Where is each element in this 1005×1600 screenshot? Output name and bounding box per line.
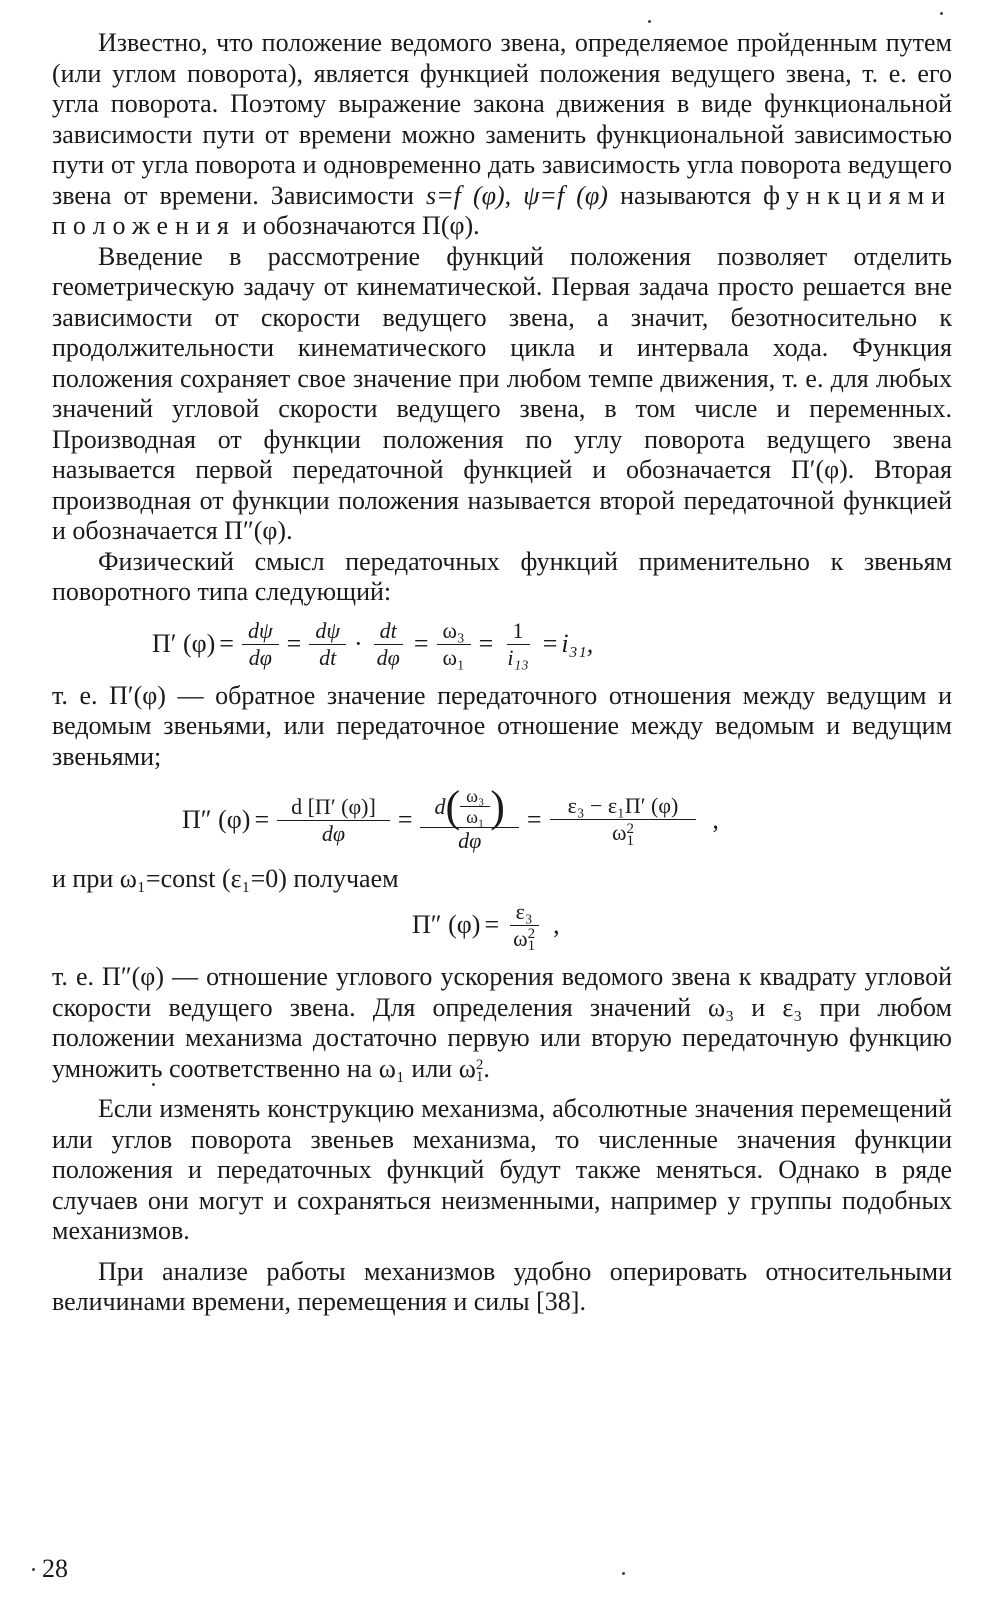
paragraph-7: Если изменять конструкцию механизма, абсолютные значения перемещений или углов поворота звеньев механизма, то численные значения функции положения и передаточных функций будут также меняться. Однако в ряде случаев они могут и сохраняться неизменными, например у группы подобных механизмов. [52, 1094, 952, 1246]
formula2-f1-num: d [П′ (φ)] [277, 794, 390, 821]
scan-speck [622, 1572, 625, 1575]
paragraph-5: и при ω₁=const (ε₁=0) получаем [52, 864, 399, 893]
formula2-f1-den: dφ [321, 820, 346, 846]
scan-speck [648, 20, 651, 23]
scan-speck [152, 1083, 155, 1086]
formula3-den-base: ω [513, 925, 528, 951]
formula3-num: ε₃ [510, 899, 539, 926]
formula1-fraction-2 [309, 618, 346, 671]
formula2-inner-fraction [460, 786, 490, 827]
formula1-f5-den: i₁₃ [507, 644, 529, 670]
formula1-lhs: П′ (φ) [152, 628, 216, 658]
formula1-dot: · [353, 628, 363, 658]
page-number: 28 [42, 1554, 68, 1583]
formula1-f2-den: dt [319, 644, 337, 670]
formula2-lhs: П″ (φ) [182, 804, 251, 834]
formula1-rhs: i₃₁, [561, 628, 594, 658]
formula1-eq-5: = [542, 628, 558, 658]
formula2-right-paren: ) [490, 781, 505, 831]
paragraph-1-text-b: называются [607, 180, 764, 210]
formula2-fraction-1 [277, 794, 390, 847]
scan-speck [940, 12, 943, 15]
formula2-inner-den: ω₁ [466, 807, 485, 827]
formula3-den-sup: 2 [527, 926, 536, 943]
paragraph-1-text-a: Известно, что положение ведомого звена, определяемое пройденным путем (или углом поворота), является функцией положения ведущего звена, т. е. его угла поворота. Поэтому выражение закона движения в виде функциональной зависимости пути от времени можно заменить функциональной зависимостью пути от угла поворота и одновременно дать зависимость угла поворота ведущего звена от времени. Зависимости [52, 28, 952, 210]
formula1-fraction-5 [501, 618, 534, 671]
formula2-f3-den-sup: 2 [626, 820, 634, 837]
formula1-f5-num: 1 [507, 618, 530, 645]
formula1-eq-3: = [413, 628, 429, 658]
formula1-f4-num: ω₃ [437, 618, 471, 645]
formula2-f3-num: ε₃ − ε₁П′ (φ) [550, 793, 697, 820]
formula2-f2-num [420, 781, 518, 831]
paragraph-1-formula: s=f (φ), ψ=f (φ) [426, 180, 608, 210]
formula3-trailing-comma: , [553, 910, 560, 940]
paragraph-8: При анализе работы механизмов удобно оперировать относительными величинами времени, перемещения и силы [38]. [52, 1256, 952, 1317]
formula2-f2-den: dφ [458, 828, 482, 853]
formula1-f1-den: dφ [248, 644, 272, 670]
paragraph-6-sub: 1 [475, 1068, 484, 1085]
formula1-f1-num: dψ [242, 618, 279, 645]
paragraph-6-end: . [483, 1053, 490, 1083]
formula2-inner-num: ω₃ [460, 786, 490, 807]
formula1-f2-num: dψ [309, 618, 346, 645]
paragraph-4: т. е. П′(φ) — обратное значение передаточного отношения между ведущим и ведомым звеньями, или передаточное отношение между ведомым и ведущим звеньями; [52, 680, 952, 771]
formula-first-transfer-function [52, 618, 952, 671]
scan-speck [32, 1568, 35, 1571]
formula2-fraction-3 [550, 793, 697, 847]
formula2-f3-den [606, 820, 640, 847]
formula3-eq: = [484, 910, 500, 940]
formula-second-transfer-const [52, 899, 952, 953]
formula3-fraction [507, 899, 541, 953]
formula2-fraction-2 [420, 781, 518, 854]
formula1-eq-4: = [478, 628, 494, 658]
formula3-den [507, 926, 541, 953]
formula1-fraction-4 [437, 618, 471, 671]
paragraph-1-text-c: и обозначаются П(φ). [235, 211, 480, 240]
formula3-lhs: П″ (φ) [412, 910, 481, 940]
formula1-f4-den: ω₁ [442, 644, 465, 670]
paragraph-6-sup: 2 [475, 1056, 484, 1073]
formula1-eq-2: = [286, 628, 302, 658]
paragraph-3: Физический смысл передаточных функций применительно к звеньям поворотного типа следующий: [52, 546, 952, 606]
formula1-fraction-1 [242, 618, 279, 671]
formula1-fraction-3 [371, 618, 406, 671]
formula1-f3-den: dφ [376, 644, 400, 670]
formula2-eq-1: = [254, 804, 270, 834]
formula3-den-sub: 1 [527, 938, 536, 955]
paragraph-1-spaced-term: функциями положения [52, 180, 952, 240]
formula-second-transfer-function [52, 781, 952, 854]
document-page [52, 28, 952, 1318]
paragraph-6 [52, 962, 952, 1084]
paragraph-2: Введение в рассмотрение функций положения позволяет отделить геометрическую задачу от кинематической. Первая задача просто решается вне зависимости от скорости ведущего звена, а значит, безотносительно к продолжительности кинематического цикла и интервала хода. Функция положения сохраняет свое значение при любом темпе движения, т. е. для любых значений угловой скорости ведущего звена, в том числе и переменных. Производная от функции положения по углу поворота ведущего звена называется первой передаточной функцией и обозначается П′(φ). Вторая производная от функции положения называется второй передаточной функцией и обозначается П″(φ). [52, 241, 952, 545]
formula1-f3-num: dt [374, 618, 403, 645]
formula2-f3-den-base: ω [611, 820, 627, 846]
formula2-f3-den-sub: 1 [626, 832, 634, 849]
formula2-eq-2: = [397, 804, 413, 834]
formula2-left-paren: ( [445, 781, 461, 831]
formula2-f2-d: d [434, 793, 446, 819]
formula2-trailing-comma: , [712, 804, 719, 834]
paragraph-1 [52, 28, 952, 242]
formula1-eq-1: = [219, 628, 234, 658]
formula2-eq-3: = [526, 804, 542, 834]
paragraph-6-text: т. е. П″(φ) — отношение углового ускорения ведомого звена к квадрату угловой скорости ведущего звена. Для определения значений ω₃ и ε₃ при любом положении механизма достаточно первую или вторую передаточную функцию умножить соответственно на ω₁ или ω [52, 962, 952, 1083]
